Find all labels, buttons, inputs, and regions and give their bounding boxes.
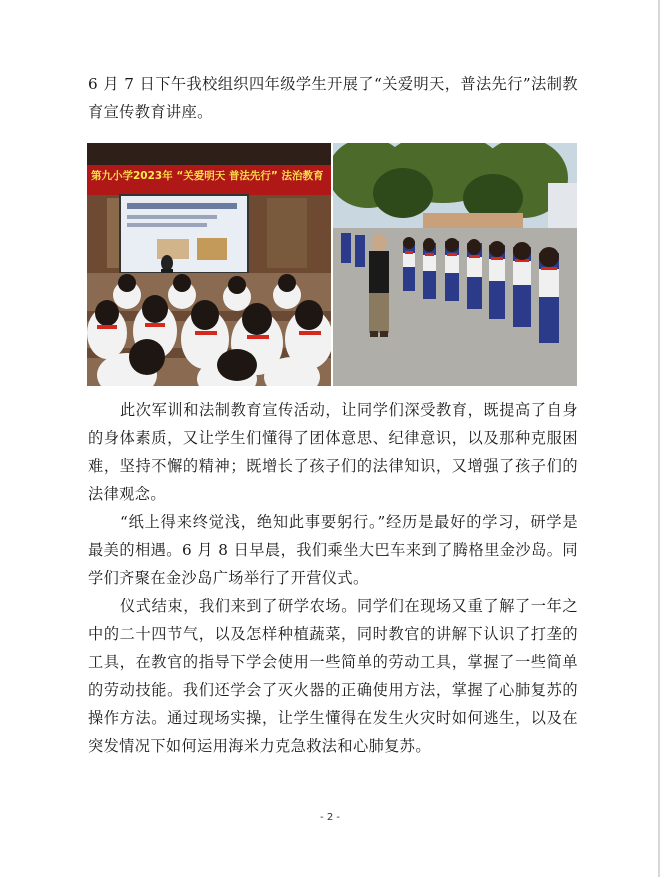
outdoor-photo: [333, 143, 577, 386]
outdoor-photo-image: [333, 143, 577, 386]
photo-row: [87, 143, 577, 386]
paragraph-1: 此次军训和法制教育宣传活动，让同学们深受教育，既提高了自身的身体素质，又让学生们懂得了团体意思、纪律意识，以及那种克服困难，坚持不懈的精神；既增长了孩子们的法律知识，又增强了孩子们的法律观念。: [88, 401, 578, 503]
paragraph-2: “纸上得来终觉浅，绝知此事要躬行。”经历是最好的学习，研学是最美的相遇。6 月 8 日早晨，我们乘坐大巴车来到了腾格里金沙岛。同学们齐聚在金沙岛广场举行了开营仪式。: [88, 513, 578, 587]
lecture-banner-text: 第九小学2023年 “关爱明天 普法先行” 法治教育: [91, 170, 324, 182]
lecture-photo: [87, 143, 331, 386]
paragraph-3: 仪式结束，我们来到了研学农场。同学们在现场又重了解了一年之中的二十四节气，以及怎样种植蔬菜，同时教官的讲解下认识了打垄的工具，在教官的指导下学会使用一些简单的劳动工具，掌握了一些简单的劳动技能。我们还学会了灭火器的正确使用方法，掌握了心肺复苏的操作方法。通过现场实操，让学生懂得在发生火灾时如何逃生，以及在突发情况下如何运用海米力克急救法和心肺复苏。: [88, 597, 578, 755]
intro-paragraph: 6 月 7 日下午我校组织四年级学生开展了“关爱明天，普法先行”法制教育宣传教育讲座。: [88, 75, 578, 121]
page-number: - 2 -: [320, 812, 340, 823]
